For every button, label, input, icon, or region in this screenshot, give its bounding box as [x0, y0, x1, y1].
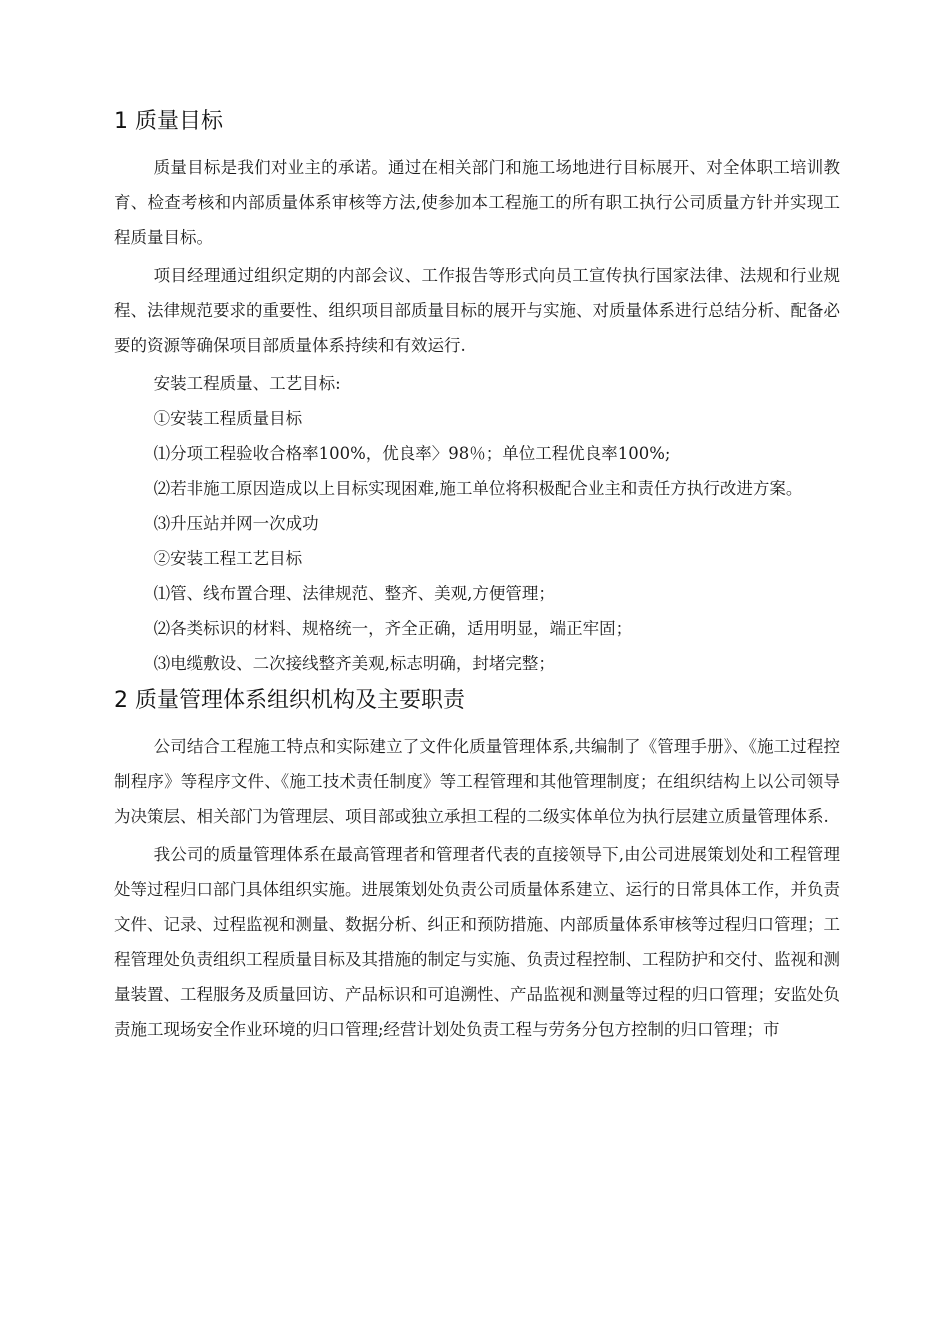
document-body	[114, 104, 840, 1047]
section-1-line: 安装工程质量、工艺目标:	[153, 374, 341, 393]
section-2-heading: 2 质量管理体系组织机构及主要职责	[114, 688, 465, 713]
section-1-line: ⑴管、线布置合理、法律规范、整齐、美观,方便管理；	[153, 584, 555, 603]
section-1-line: ⑶电缆敷设、二次接线整齐美观,标志明确，封堵完整；	[153, 654, 555, 673]
section-1-line: ⑴分项工程验收合格率100%，优良率〉98％；单位工程优良率100%;	[153, 444, 671, 463]
section-1-paragraph: 质量目标是我们对业主的承诺。通过在相关部门和施工场地进行目标展开、对全体职工培训教育、检查考核和内部质量体系审核等方法,使参加本工程施工的所有职工执行公司质量方针并实现工程质量目标。	[114, 158, 840, 247]
section-2-paragraph: 公司结合工程施工特点和实际建立了文件化质量管理体系,共编制了《管理手册》、《施工过程控制程序》等程序文件、《施工技术责任制度》等工程管理和其他管理制度；在组织结构上以公司领导为决策层、相关部门为管理层、项目部或独立承担工程的二级实体单位为执行层建立质量管理体系.	[114, 737, 840, 826]
section-1-line: ⑵若非施工原因造成以上目标实现困难,施工单位将积极配合业主和责任方执行改进方案。	[153, 479, 803, 498]
section-1-line: ①安装工程质量目标	[153, 409, 303, 428]
section-1-paragraph: 项目经理通过组织定期的内部会议、工作报告等形式向员工宣传执行国家法律、法规和行业规程、法律规范要求的重要性、组织项目部质量目标的展开与实施、对质量体系进行总结分析、配备必要的资源等确保项目部质量体系持续和有效运行.	[114, 266, 840, 355]
section-1-line: ⑶升压站并网一次成功	[153, 514, 319, 533]
section-1-line: ⑵各类标识的材料、规格统一，齐全正确，适用明显，端正牢固；	[153, 619, 633, 638]
section-2-paragraph: 我公司的质量管理体系在最高管理者和管理者代表的直接领导下,由公司进展策划处和工程管理处等过程归口部门具体组织实施。进展策划处负责公司质量体系建立、运行的日常具体工作，并负责文件、记录、过程监视和测量、数据分析、纠正和预防措施、内部质量体系审核等过程归口管理；工程管理处负责组织工程质量目标及其措施的制定与实施、负责过程控制、工程防护和交付、监视和测量装置、工程服务及质量回访、产品标识和可追溯性、产品监视和测量等过程的归口管理；安监处负责施工现场安全作业环境的归口管理;经营计划处负责工程与劳务分包方控制的归口管理；市	[114, 845, 840, 1039]
section-1-heading: 1 质量目标	[114, 109, 223, 134]
section-1-line: ②安装工程工艺目标	[153, 549, 303, 568]
